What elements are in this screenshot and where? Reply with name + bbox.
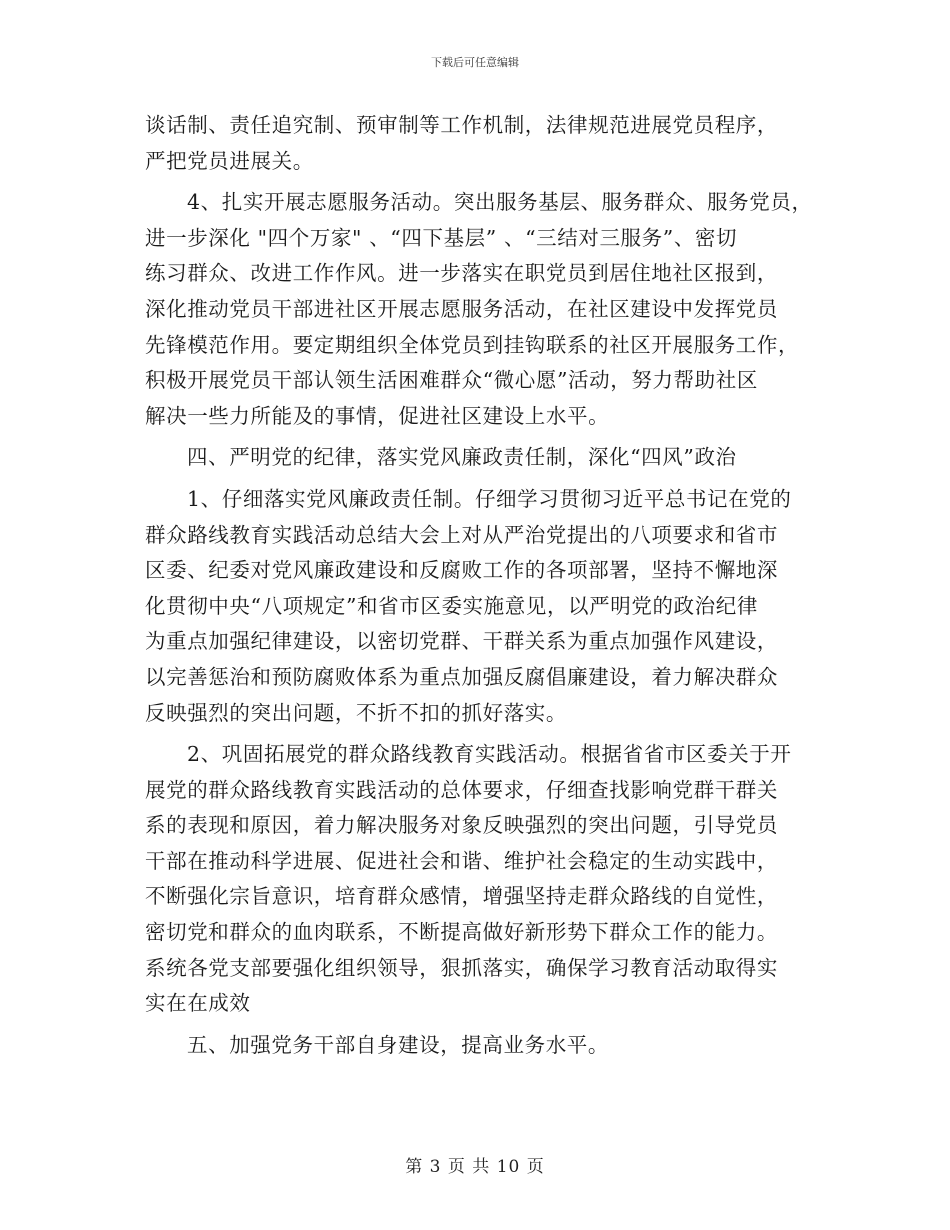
document-body <box>145 108 835 1063</box>
paragraph <box>145 108 835 179</box>
text-line: 密切党和群众的血肉联系，不断提高做好新形势下群众工作的能力。 <box>145 920 778 945</box>
text-line: 群众路线教育实践活动总结大会上对从严治党提出的八项要求和省市 <box>145 522 778 547</box>
paragraph <box>145 737 835 1022</box>
text-line: 实在在成效 <box>145 991 251 1016</box>
text-line: 五、加强党务干部自身建设，提高业务水平。 <box>187 1032 609 1057</box>
text-line: 先锋模范作用。要定期组织全体党员到挂钩联系的社区开展服务工作， <box>145 332 800 357</box>
text-line: 系统各党支部要强化组织领导，狠抓落实，确保学习教育活动取得实 <box>145 955 778 980</box>
text-line: 为重点加强纪律建设，以密切党群、干群关系为重点加强作风建设， <box>145 629 778 654</box>
text-line: 反映强烈的突出问题，不折不扣的抓好落实。 <box>145 700 567 725</box>
text-line: 系的表现和原因，着力解决服务对象反映强烈的突出问题，引导党员 <box>145 813 778 838</box>
text-line: 不断强化宗旨意识，培育群众感情，增强坚持走群众路线的自觉性， <box>145 884 778 909</box>
text-line: 练习群众、改进工作作风。进一步落实在职党员到居住地社区报到， <box>145 261 778 286</box>
text-line: 谈话制、责任追究制、预审制等工作机制，法律规范进展党员程序， <box>145 113 778 137</box>
text-line: 积极开展党员干部认领生活困难群众“微心愿”活动，努力帮助社区 <box>145 368 758 393</box>
header-note: 下载后可任意编辑 <box>431 56 519 69</box>
section-heading <box>145 1028 835 1064</box>
page-number: 第 3 页 共 10 页 <box>405 1157 545 1177</box>
text-line: 2、巩固拓展党的群众路线教育实践活动。根据省省市区委关于开 <box>187 742 792 767</box>
text-line: 以完善惩治和预防腐败体系为重点加强反腐倡廉建设，着力解决群众 <box>145 664 778 689</box>
text-line: 深化推动党员干部进社区开展志愿服务活动，在社区建设中发挥党员 <box>145 296 778 321</box>
paragraph <box>145 482 835 731</box>
text-line: 区委、纪委对党风廉政建设和反腐败工作的各项部署，坚持不懈地深 <box>145 558 778 583</box>
text-line: 四、严明党的纪律，落实党风廉政责任制，深化“四风”政治 <box>187 445 737 470</box>
section-heading <box>145 440 835 476</box>
text-line: 4、扎实开展志愿服务活动。突出服务基层、服务群众、服务党员， <box>187 190 813 215</box>
text-line: 干部在推动科学进展、促进社会和谐、维护社会稳定的生动实践中， <box>145 848 778 873</box>
text-line: 1、仔细落实党风廉政责任制。仔细学习贯彻习近平总书记在党的 <box>187 486 792 511</box>
text-line: 严把党员进展关。 <box>145 148 314 173</box>
text-line: 进一步深化 "四个万家" 、“四下基层” 、“三结对三服务”、密切 <box>145 225 738 250</box>
text-line: 化贯彻中央“八项规定”和省市区委实施意见，以严明党的政治纪律 <box>145 593 758 618</box>
paragraph <box>145 185 835 434</box>
text-line: 展党的群众路线教育实践活动的总体要求，仔细查找影响党群干群关 <box>145 777 778 802</box>
text-line: 解决一些力所能及的事情，促进社区建设上水平。 <box>145 403 610 428</box>
